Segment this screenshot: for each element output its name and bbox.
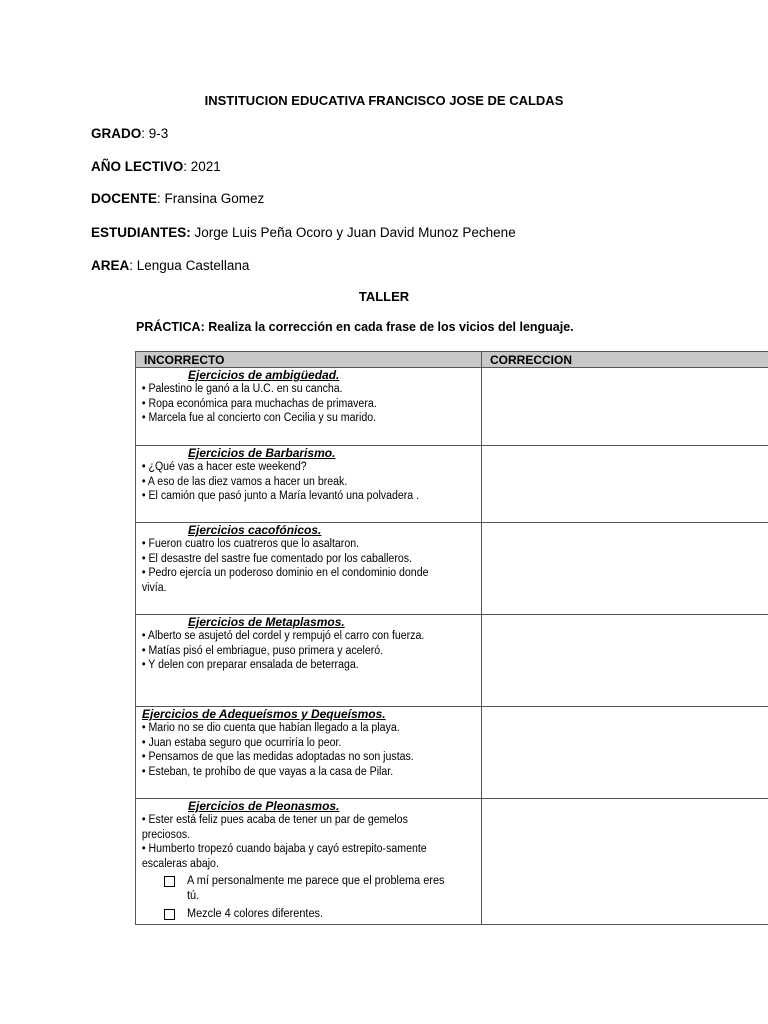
list-item: • Marcela fue al concierto con Cecilia y su marido. (141, 412, 377, 425)
table-row (136, 799, 768, 925)
incorrect-cell (136, 446, 482, 523)
list-item: • Ropa económica para muchachas de primavera. (141, 397, 377, 410)
practica-text: Realiza la corrección en cada frase de los vicios del lenguaje. (204, 320, 574, 334)
area-value: : Lengua Castellana (129, 258, 250, 273)
grado-label: GRADO (91, 126, 142, 141)
grado-field (91, 126, 168, 141)
col-correccion-header: CORRECCION (482, 352, 768, 368)
grado-value: : 9-3 (141, 126, 169, 141)
estudiantes-value: Jorge Luis Peña Ocoro y Juan David Munoz Pechene (190, 225, 516, 240)
table-row (136, 446, 768, 523)
section-title: Ejercicios de Metaplasmos. (188, 615, 345, 629)
correction-cell[interactable] (482, 368, 768, 446)
incorrect-cell (136, 615, 482, 707)
list-item: • El camión que pasó junto a María levantó una polvadera . (141, 490, 420, 503)
correction-cell[interactable] (482, 615, 768, 707)
correction-cell[interactable] (482, 446, 768, 523)
list-item: • Juan estaba seguro que ocurriría lo peor. (141, 736, 342, 749)
list-item: • Alberto se asujetó del cordel y rempujó el carro con fuerza. (141, 630, 425, 642)
list-item: • Pensamos de que las medidas adoptadas no son justas. (141, 751, 414, 764)
table-row (136, 523, 768, 615)
table-row (136, 368, 768, 446)
incorrect-cell (136, 707, 482, 799)
checkbox-item (140, 907, 477, 922)
section-title: Ejercicios cacofónicos. (188, 523, 322, 537)
incorrect-cell (136, 523, 482, 615)
docente-value: : Fransina Gomez (157, 191, 265, 206)
list-item: • Humberto tropezó cuando bajaba y cayó estrepito-samente escaleras abajo. (141, 843, 427, 870)
checkbox-icon[interactable] (164, 909, 175, 920)
checkbox-item (140, 874, 477, 903)
section-title: Ejercicios de ambigüedad. (188, 368, 340, 382)
table-header-row (136, 352, 768, 368)
area-field (91, 258, 249, 273)
estudiantes-label: ESTUDIANTES: (91, 225, 191, 240)
docente-field (91, 191, 264, 206)
checkbox-label: A mí personalmente me parece que el problema eres tú. (187, 875, 445, 902)
correction-cell[interactable] (482, 523, 768, 615)
docente-label: DOCENTE (91, 191, 158, 206)
practica-instruction (136, 320, 574, 334)
table-row (136, 707, 768, 799)
exercise-table (135, 351, 768, 925)
incorrect-cell (136, 368, 482, 446)
ano-lectivo-field (91, 159, 221, 174)
col-incorrecto-header: INCORRECTO (136, 352, 482, 368)
ano-label: AÑO LECTIVO (91, 159, 184, 174)
section-title: Ejercicios de Pleonasmos. (188, 799, 340, 813)
list-item: • A eso de las diez vamos a hacer un break. (141, 475, 348, 488)
section-title: Ejercicios de Barbarismo. (188, 446, 336, 460)
institution-title: INSTITUCION EDUCATIVA FRANCISCO JOSE DE CALDAS (204, 93, 564, 108)
list-item: • Y delen con preparar ensalada de beterraga. (141, 659, 359, 672)
taller-heading: TALLER (358, 289, 410, 304)
list-item: • El desastre del sastre fue comentado por los caballeros. (141, 552, 412, 565)
list-item: • Palestino le ganó a la U.C. en su cancha. (141, 383, 343, 395)
list-item: • ¿Qué vas a hacer este weekend? (141, 461, 307, 473)
correction-cell[interactable] (482, 707, 768, 799)
estudiantes-field (91, 225, 516, 240)
checkbox-label: Mezcle 4 colores diferentes. (187, 907, 324, 920)
list-item: • Mario no se dio cuenta que habían llegado a la playa. (141, 722, 400, 734)
table-row (136, 615, 768, 707)
list-item: • Fueron cuatro los cuatreros que lo asaltaron. (141, 538, 360, 550)
incorrect-cell (136, 799, 482, 925)
list-item: • Esteban, te prohíbo de que vayas a la casa de Pilar. (141, 765, 394, 778)
area-label: AREA (91, 258, 130, 273)
checkbox-icon[interactable] (164, 876, 175, 887)
ano-value: : 2021 (183, 159, 221, 174)
list-item: • Pedro ejercía un poderoso dominio en el condominio donde vivía. (141, 567, 429, 594)
practica-label: PRÁCTICA: (136, 320, 205, 334)
list-item: • Ester está feliz pues acaba de tener un par de gemelos preciosos. (141, 814, 408, 841)
section-title: Ejercicios de Adequeísmos y Dequeísmos. (142, 707, 386, 721)
correction-cell[interactable] (482, 799, 768, 925)
list-item: • Matías pisó el embriague, puso primera y aceleró. (141, 644, 384, 657)
